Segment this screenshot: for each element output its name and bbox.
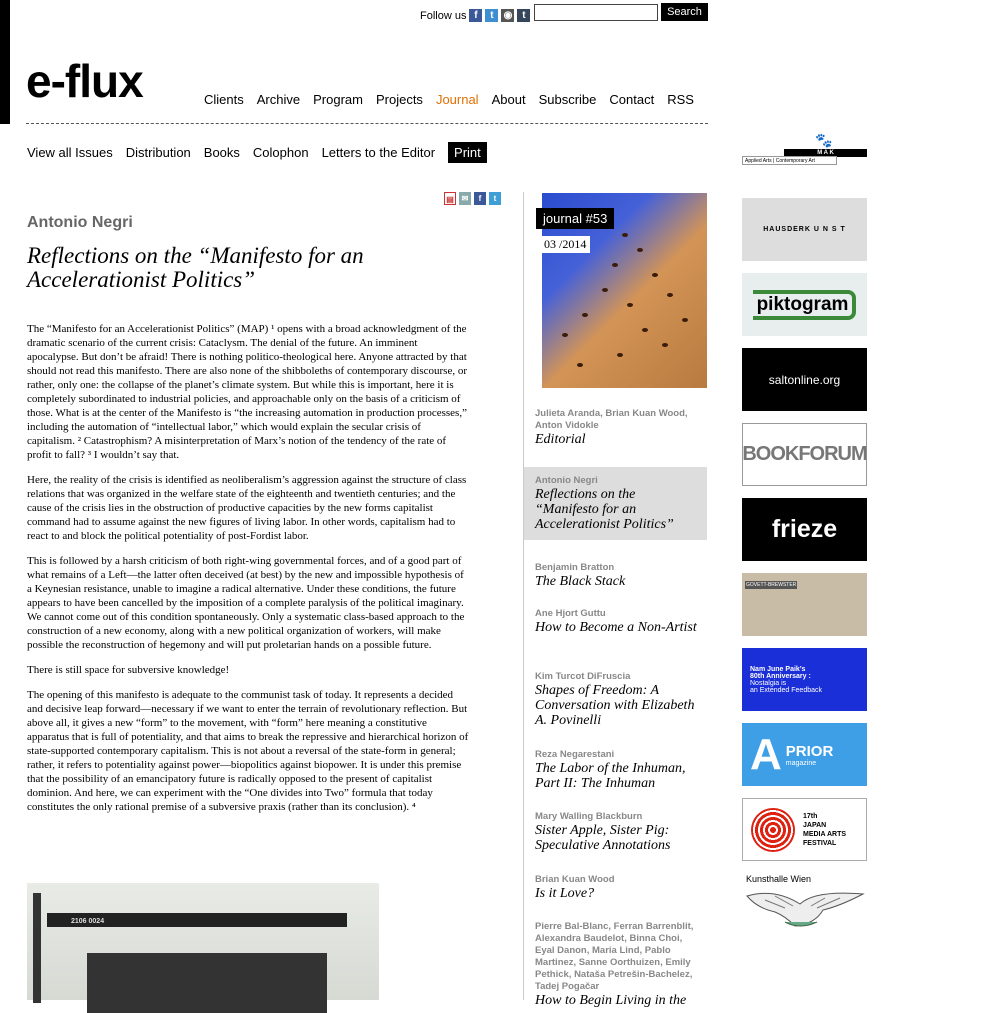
issue-date: 03 /2014 — [540, 236, 590, 253]
article-title: Reflections on the “Manifesto for an Accelerationist Politics” — [27, 243, 364, 292]
toc-title: The Black Stack — [535, 574, 626, 589]
ad-text: FESTIVAL — [803, 839, 837, 847]
article-photo — [27, 883, 379, 1000]
twitter-share-icon[interactable]: t — [489, 192, 501, 205]
nav-about[interactable]: About — [491, 92, 526, 107]
facebook-share-icon[interactable]: f — [474, 192, 486, 205]
toc-author: Julieta Aranda, Brian Kuan Wood, Anton Vidokle — [535, 408, 688, 431]
ad-text: 17th — [803, 812, 818, 820]
paragraph: Here, the reality of the crisis is identified as neoliberalism’s aggression against the structure of class relations that was organized in the welfare state of the eighteenth and twentieth centuries; and the cause of the crisis lies in the obstruction of productive capacities by the new forms capitalist command had to assume against the new figures of living labor. In other words, capitalism had to react to and block the political potentiality of post-Fordist labor. — [27, 474, 467, 542]
main-nav — [204, 92, 707, 107]
twitter-icon[interactable]: t — [485, 9, 498, 22]
tumblr-icon[interactable]: t — [517, 9, 530, 22]
ad-frieze[interactable] — [742, 498, 867, 561]
email-icon[interactable]: ✉ — [459, 192, 471, 205]
toc-title: Is it Love? — [535, 886, 595, 901]
nav-journal[interactable]: Journal — [435, 92, 479, 107]
photo-shelter-interior — [87, 953, 327, 1013]
print-button[interactable]: Print — [448, 142, 487, 163]
toc-author: Ane Hjort Guttu — [535, 608, 606, 619]
search-input[interactable] — [534, 4, 658, 21]
subnav-colophon[interactable]: Colophon — [252, 145, 309, 160]
search-button[interactable]: Search — [661, 3, 708, 21]
ad-text: BOOKFORUM — [742, 443, 867, 465]
toc-item[interactable] — [524, 671, 707, 728]
ad-text: saltonline.org — [768, 372, 841, 387]
pdf-icon[interactable]: ▤ — [444, 192, 456, 205]
ad-text: JAPAN — [803, 821, 827, 829]
paragraph: There is still space for subversive knowledge! — [27, 664, 230, 676]
toc-author: Benjamin Bratton — [535, 562, 615, 573]
photo-pole — [33, 893, 41, 1003]
e-flux-logo[interactable]: e-flux — [26, 55, 143, 107]
ad-haus-der-kunst[interactable] — [742, 198, 867, 261]
nav-clients[interactable]: Clients — [204, 92, 244, 107]
toc-item[interactable] — [524, 921, 707, 1008]
ad-text: piktogram — [753, 290, 857, 320]
spiral-icon — [751, 808, 795, 852]
ad-text: Nam June Paik’s — [750, 665, 806, 673]
article-body — [27, 322, 469, 825]
ad-text: MEDIA ARTS — [803, 830, 847, 838]
toc-title: How to Begin Living in the — [535, 993, 687, 1008]
toc-item[interactable] — [524, 749, 707, 791]
mak-caption: Applied Arts | Contemporary Art — [742, 156, 837, 165]
toc-title: Shapes of Freedom: A Conversation with Elizabeth A. Povinelli — [535, 683, 695, 728]
ad-text: HAUSDERK U N S T — [763, 226, 846, 233]
subnav-books[interactable]: Books — [203, 145, 240, 160]
paragraph: This is followed by a harsh criticism of both right-wing governmental forces, and of a good part of what remains of a Left—the latter often deceived (at best) by the new and impossible hypothesis of a Keynesian resistance, unable to imagine a radical alternative. Under these conditions, the future appears to have been cancelled by the imposition of a complete paralysis of the political imaginary. We cannot come out of this condition spontaneously. Only a systematic class-based approach to the construction of a new economy, along with a new political organization of workers, will make possible the reconstruction of hegemony and will put proletarian hands on a possible future. — [27, 555, 465, 651]
mak-animals-icon: 🐾 — [815, 132, 833, 148]
ad-japan-media-arts[interactable] — [742, 798, 867, 861]
ad-text: 80th Anniversary : — [750, 672, 811, 680]
ad-text: frieze — [771, 515, 838, 543]
toc-title: How to Become a Non-Artist — [535, 620, 697, 635]
ad-a-prior[interactable] — [742, 723, 867, 786]
left-black-bar — [0, 0, 10, 124]
toc-item[interactable] — [524, 408, 707, 447]
toc-title: Reflections on the “Manifesto for an Accelerationist Politics” — [535, 487, 674, 532]
ad-govett-brewster[interactable] — [742, 573, 867, 636]
toc-author: Mary Walling Blackburn — [535, 811, 643, 822]
nav-rss[interactable]: RSS — [667, 92, 694, 107]
facebook-icon[interactable]: f — [469, 9, 482, 22]
toc-title: Sister Apple, Sister Pig: Speculative Annotations — [535, 823, 671, 853]
mak-logo: M A K — [784, 149, 867, 157]
ad-letter: A — [750, 729, 782, 779]
ad-text: PRIOR — [785, 742, 834, 760]
nav-contact[interactable]: Contact — [609, 92, 655, 107]
toc-title: The Labor of the Inhuman, Part II: The Inhuman — [535, 761, 686, 791]
nav-archive[interactable]: Archive — [256, 92, 301, 107]
article-author[interactable]: Antonio Negri — [27, 214, 133, 231]
ad-kunsthalle-label[interactable]: Kunsthalle Wien — [746, 874, 812, 884]
subnav-distribution[interactable]: Distribution — [125, 145, 191, 160]
issue-label: journal #53 — [536, 208, 614, 229]
subnav-letters[interactable]: Letters to the Editor — [321, 145, 436, 160]
toc-author: Antonio Negri — [535, 475, 598, 486]
paragraph: The “Manifesto for an Accelerationist Politics” (MAP) ¹ opens with a broad acknowledgment of the dramatic scenario of the current crisis: Cataclysm. The denial of the future. An imminent apocalypse. But don’t be afraid! There is nothing politico-theological here. Anyone attracted by that should not read this manifesto. There are also none of the shibboleths of contemporary discourse, or rather, only one: the collapse of the planet’s climate system. But while this is important, here it is completely subordinated to industrial policies, and approachable only on the basis of a criticism of those. What is at the center of the Manifesto is “the increasing automation in production processes,” including the automation of “intellectual labor,” which would explain the secular crisis of capitalism. ² Catastrophism? A misinterpretation of Marx’s notion of the tendency of the rate of profit to fall? ³ I wouldn’t say that. — [27, 323, 467, 461]
ad-nam-june-paik[interactable] — [742, 648, 867, 711]
follow-us — [420, 9, 530, 22]
toc-item[interactable] — [524, 562, 707, 589]
toc-item[interactable] — [524, 608, 707, 635]
instagram-icon[interactable]: ◉ — [501, 9, 514, 22]
ad-bookforum[interactable] — [742, 423, 867, 486]
ad-text: GOVETT-BREWSTER — [746, 582, 797, 588]
header-divider — [26, 123, 708, 124]
nav-program[interactable]: Program — [313, 92, 363, 107]
ad-text: an Extended Feedback — [750, 686, 822, 694]
toc-item[interactable] — [524, 811, 707, 853]
toc-author: Brian Kuan Wood — [535, 874, 615, 885]
nav-subscribe[interactable]: Subscribe — [538, 92, 597, 107]
kunsthalle-bird-icon[interactable] — [745, 886, 865, 930]
toc-title: Editorial — [535, 432, 586, 447]
ad-piktogram[interactable] — [742, 273, 867, 336]
toc-author: Kim Turcot DiFruscia — [535, 671, 631, 682]
paragraph: The opening of this manifesto is adequate to the communist task of today. It represents a decided and decisive leap forward—necessary if we want to enter the terrain of revolutionary reflection. But above all, it gives a new “form” to the movement, with “form” here meaning a constitutive apparatus that is full of potentiality, and that aims to break the repressive and hierarchical horizon of state-supported contemporary capitalism. This is not about a reversal of the state-form in general; rather, it refers to potentiality against power—biopolitics against biopower. It is under this premise that the possibility of an emancipatory future is radically opposed to the present of capitalist dominion. And here, we can experiment with the “One divides into Two” formula that today constitutes the only rational premise of a subversive praxis (rather than its conclusion). ⁴ — [27, 689, 469, 813]
ad-text: Nostalgia is — [750, 679, 787, 687]
ad-salt[interactable] — [742, 348, 867, 411]
nav-projects[interactable]: Projects — [375, 92, 423, 107]
photo-sign: 2106 0024 — [71, 918, 105, 925]
ad-mak[interactable] — [742, 132, 867, 166]
sub-nav — [27, 142, 500, 163]
subnav-view-all-issues[interactable]: View all Issues — [27, 145, 113, 160]
toc-author: Reza Negarestani — [535, 749, 615, 760]
share-icons — [444, 192, 501, 205]
follow-label: Follow us — [420, 9, 467, 22]
toc-author: Pierre Bal-Blanc, Ferran Barrenblit, Alexandra Baudelot, Binna Choi, Eyal Danon, Maria Lind, Pablo Martinez, Sanne Oorthuizen, Emily Pethick, Nataša Petrešin-Bachelez, Tadej Pogačar — [535, 921, 694, 992]
toc-item-active[interactable] — [524, 467, 707, 540]
ad-text: magazine — [785, 759, 817, 767]
toc-item[interactable] — [524, 874, 707, 901]
